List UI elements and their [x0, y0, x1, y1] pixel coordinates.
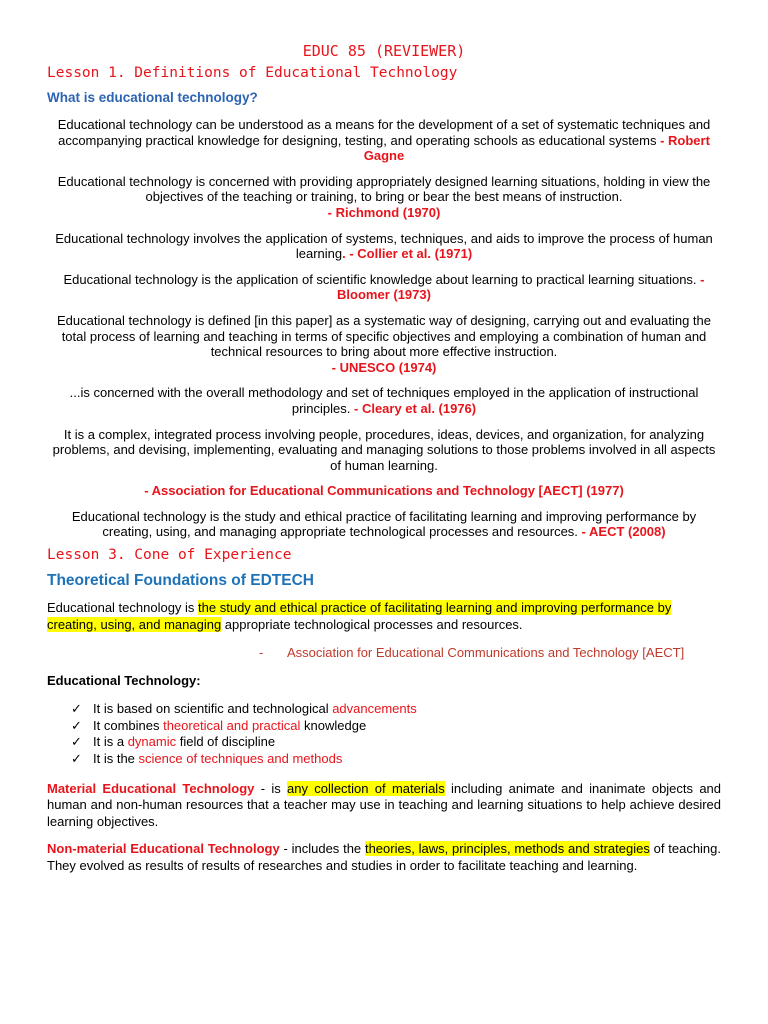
highlighted-text: theories, laws, principles, methods and strategies: [364, 841, 650, 857]
definition-aect-1977: [47, 427, 721, 499]
document-page: [47, 40, 721, 875]
definition-gagne: [47, 117, 721, 164]
nonmaterial-et-paragraph: [47, 841, 721, 874]
item-emphasis: theoretical and practical: [163, 717, 301, 733]
question-heading: What is educational technology?: [47, 90, 258, 105]
paragraph-text: appropriate technological processes and resources.: [221, 616, 523, 632]
check-icon: ✓: [71, 717, 82, 733]
definition-text: ...is concerned with the overall methodology and set of techniques employed in the application of instructional principles.: [69, 385, 699, 416]
check-icon: ✓: [71, 734, 82, 750]
definition-source: . - Collier et al. (1971): [342, 246, 473, 262]
definition-text: Educational technology involves the application of systems, techniques, and aids to improve the process of human learning: [55, 230, 713, 262]
et-definition-paragraph: [47, 600, 721, 633]
paragraph-text: - includes the: [279, 841, 365, 857]
checklist-item: [71, 734, 721, 751]
et-checklist: [47, 701, 721, 768]
highlighted-text: the study and ethical practice of facilitating learning and improving performance by creating, using, and managing: [47, 600, 672, 632]
check-icon: ✓: [71, 750, 82, 766]
check-icon: ✓: [71, 700, 82, 716]
definition-source: - Cleary et al. (1976): [354, 400, 477, 416]
foundations-heading: Theoretical Foundations of EDTECH: [47, 572, 314, 590]
document-title: EDUC 85 (REVIEWER): [302, 42, 466, 60]
term: Material Educational Technology: [47, 780, 255, 796]
aect-attribution: [47, 645, 721, 661]
definition-aect-2008: [47, 509, 721, 540]
definition-unesco: [47, 313, 721, 375]
definition-text: Educational technology is the study and ethical practice of facilitating learning and improving performance by creating, using, and managing appropriate technological processes and resources.: [71, 508, 697, 540]
checklist-item: [71, 701, 721, 718]
item-text: It is based on scientific and technological: [93, 700, 333, 716]
definition-collier: [47, 231, 721, 262]
definition-source: - Bloomer (1973): [337, 271, 705, 303]
attribution-text: Association for Educational Communications and Technology [AECT]: [287, 645, 685, 661]
definition-text: It is a complex, integrated process involving people, procedures, ideas, devices, and organization, for analyzing problems, and devising, implementing, evaluating and managing solutions to those problems involved in all aspects of human learning.: [52, 426, 716, 473]
term: Non-material Educational Technology: [47, 841, 280, 857]
item-text: It is the: [93, 750, 139, 766]
definition-text: Educational technology is defined [in this paper] as a systematic way of designing, carrying out and evaluating the total process of learning and teaching in terms of specific objectives and employing a combination of human and technical resources to bring about more effective instruction.: [56, 312, 711, 360]
paragraph-text: Educational technology is: [47, 600, 199, 616]
paragraph-text: - is: [254, 780, 288, 796]
definition-source: - AECT (2008): [581, 524, 666, 540]
item-text: It is a: [93, 734, 128, 750]
paragraph-text: of teaching. They evolved as results of results of researches and studies in order to facilitate teaching and learning.: [47, 841, 722, 874]
checklist-item: [71, 751, 721, 768]
definition-cleary: [47, 385, 721, 416]
et-heading: Educational Technology:: [47, 673, 201, 689]
definition-source: - Association for Educational Communications and Technology [AECT] (1977): [144, 483, 624, 499]
definition-text: Educational technology is concerned with providing appropriately designed learning situations, holding in view the objectives of the teaching or training, to bring or bear the best means of instruction.: [57, 173, 711, 205]
definition-source: - Robert Gagne: [363, 132, 710, 164]
item-text: knowledge: [300, 717, 367, 733]
definition-bloomer: [47, 272, 721, 303]
definition-source: - UNESCO (1974): [331, 359, 437, 375]
checklist-item: [71, 718, 721, 735]
material-et-paragraph: [47, 781, 721, 831]
item-emphasis: science of techniques and methods: [138, 750, 343, 766]
lesson-1-heading: Lesson 1. Definitions of Educational Technology: [47, 65, 458, 81]
item-emphasis: dynamic: [127, 734, 177, 750]
definition-text: Educational technology can be understood as a means for the development of a set of systematic techniques and accompanying practical knowledge for designing, testing, and operating schools as educational systems: [57, 117, 711, 148]
item-text: field of discipline: [176, 734, 276, 750]
paragraph-text: including animate and inanimate objects and human and non-human resources that a teacher may use in teaching and learning situations to help achieve desired learning objectives.: [47, 780, 722, 829]
attribution-dash: -: [259, 645, 264, 661]
definition-richmond: [47, 174, 721, 221]
item-emphasis: advancements: [332, 700, 417, 716]
highlighted-text: any collection of materials: [287, 780, 445, 796]
definition-source: - Richmond (1970): [327, 204, 441, 220]
item-text: It combines: [93, 717, 164, 733]
definition-text: Educational technology is the application of scientific knowledge about learning to practical learning situations.: [63, 271, 701, 287]
lesson-3-heading: Lesson 3. Cone of Experience: [47, 547, 292, 564]
